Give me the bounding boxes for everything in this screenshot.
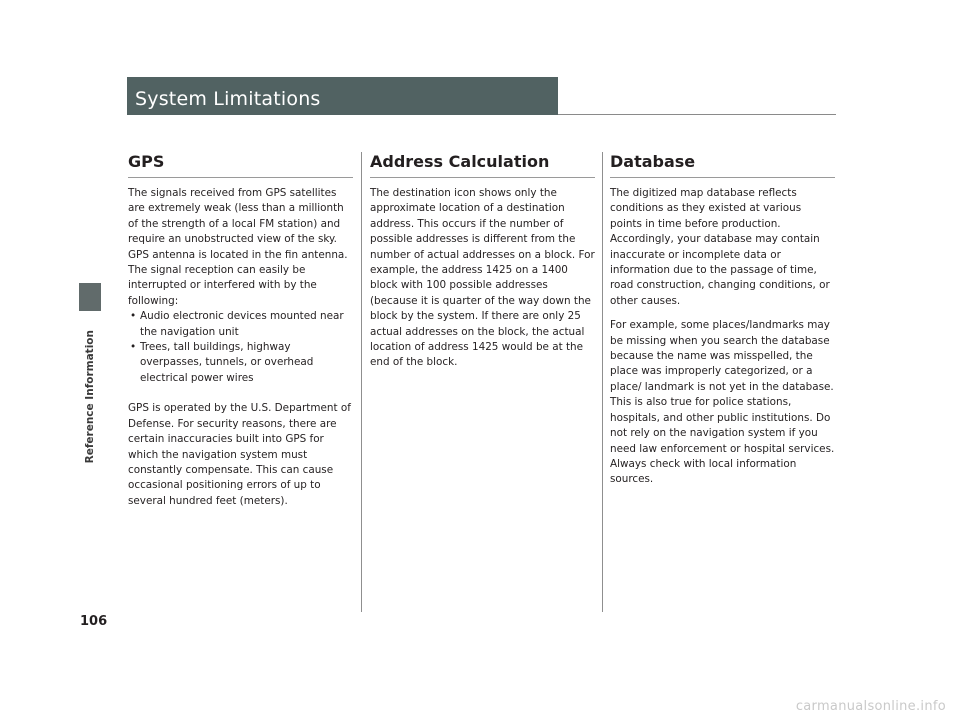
bullet-icon: •: [130, 310, 137, 323]
section-tab-marker: [79, 283, 101, 311]
list-item-text: Audio electronic devices mounted near the navigation unit: [140, 310, 344, 338]
list-item: [128, 340, 353, 386]
column-divider: [361, 152, 362, 612]
gps-column: [128, 152, 353, 509]
list-item: [128, 309, 353, 340]
gps-paragraph-2: GPS is operated by the U.S. Department of Defense. For security reasons, there are certain inaccuracies built into GPS for which the navigation system must constantly compensate. This can cause occasional positioning errors of up to several hundred feet (meters).: [128, 402, 351, 507]
bullet-icon: •: [130, 341, 137, 354]
address-calculation-column: [370, 152, 595, 371]
page-number: 106: [80, 614, 108, 629]
section-label-text: Reference Information: [84, 330, 96, 464]
section-label: [79, 330, 101, 464]
database-paragraph-2: For example, some places/landmarks may be missing when you search the database because the name was misspelled, the place was improperly categorized, or a place/ landmark is not yet in the database. This is also true for police stations, hospitals, and other public institutions. Do not rely on the navigation system if you need law enforcement or hospital services. Always check with local information sources.: [610, 319, 835, 486]
list-item-text: Trees, tall buildings, highway overpasses, tunnels, or overhead electrical power wires: [140, 341, 314, 384]
title-rule: [558, 114, 836, 115]
column-divider: [602, 152, 603, 612]
page-title-banner: [127, 77, 558, 115]
gps-interference-list: [128, 309, 353, 386]
database-heading: Database: [610, 152, 835, 178]
database-column: [610, 152, 835, 488]
page-title: System Limitations: [135, 88, 321, 110]
watermark: carmanualsonline.info: [795, 699, 946, 714]
address-calculation-paragraph: The destination icon shows only the approximate location of a destination address. This occurs if the number of possible addresses is different from the number of actual addresses on a block. For example, the address 1425 on a 1400 block with 100 possible addresses (because it is quarter of the way down the block by the system. If there are only 25 actual addresses on the block, the actual location of address 1425 would be at the end of the block.: [370, 187, 595, 369]
gps-paragraph-1: The signals received from GPS satellites are extremely weak (less than a millionth of the strength of a local FM station) and require an unobstructed view of the sky. GPS antenna is located in the fin antenna. The signal reception can easily be interrupted or interfered with by the following:: [128, 187, 348, 307]
database-paragraph-1: The digitized map database reflects conditions as they existed at various points in time before production. Accordingly, your database may contain inaccurate or incomplete data or information due to the passage of time, road construction, changing conditions, or other causes.: [610, 187, 830, 307]
gps-heading: GPS: [128, 152, 353, 178]
address-calculation-heading: Address Calculation: [370, 152, 595, 178]
